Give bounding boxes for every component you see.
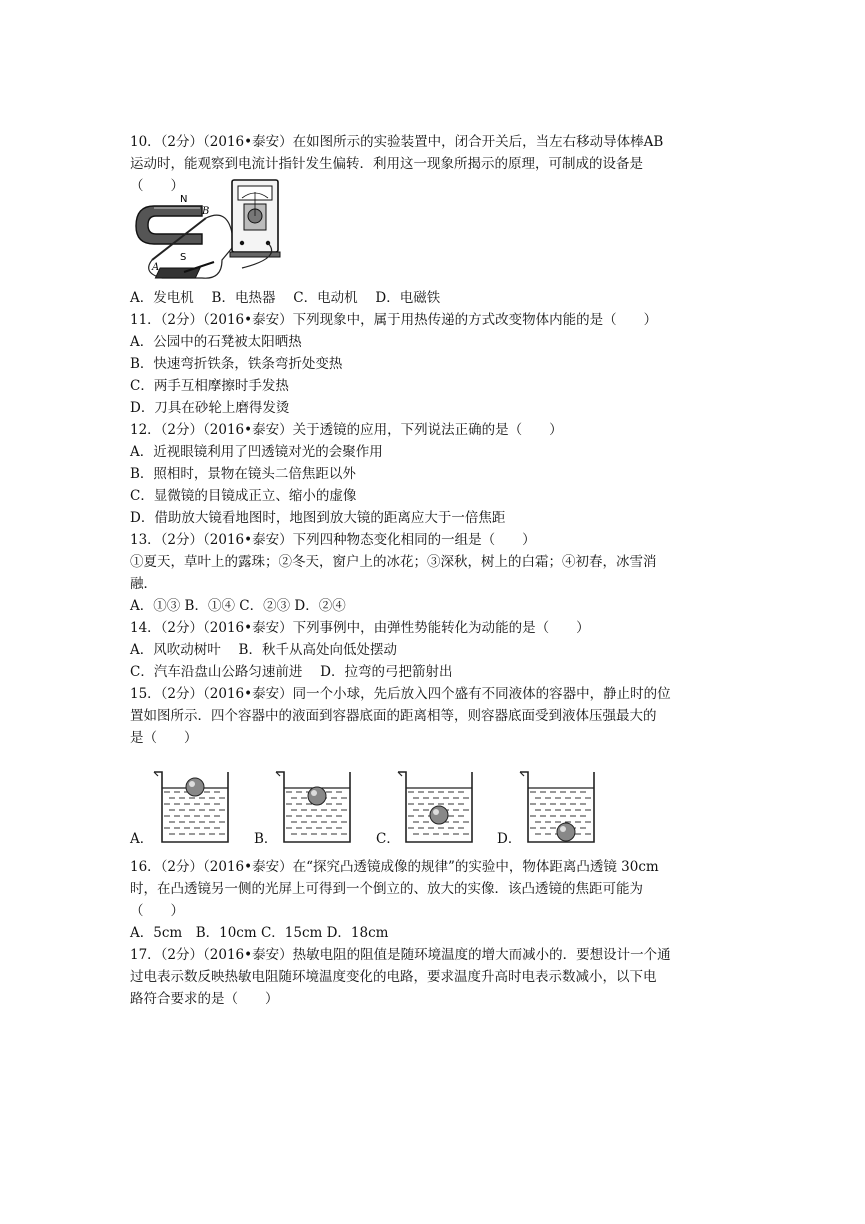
q12-option-a: A．近视眼镜利用了凹透镜对光的会聚作用 bbox=[130, 444, 383, 460]
q10-stem-line-2: 运动时，能观察到电流计指针发生偏转．利用这一现象所揭示的原理，可制成的设备是 bbox=[130, 156, 643, 172]
q14-options-line-1: A．风吹动树叶 B．秋千从高处向低处摆动 bbox=[130, 642, 397, 658]
conductor-a-label: A bbox=[152, 262, 160, 273]
q17-stem-line-1: 17．（2分）（2016•泰安）热敏电阻的阻值是随环境温度的增大而减小的．要想设计一个通 bbox=[130, 947, 671, 963]
q16-stem-line-3: （ ） bbox=[130, 903, 184, 919]
q13-stem: 13．（2分）（2016•泰安）下列四种物态变化相同的一组是（ ） bbox=[130, 532, 536, 548]
magnet-n-label: N bbox=[180, 194, 188, 205]
q10-stem-line-1: 10．（2分）（2016•泰安）在如图所示的实验装置中，闭合开关后，当左右移动导体棒AB bbox=[130, 134, 664, 150]
q15-option-a-label: A． bbox=[130, 831, 154, 847]
q10-figure-apparatus bbox=[132, 178, 292, 290]
q11-option-c: C．两手互相摩擦时手发热 bbox=[130, 378, 289, 394]
q10-options: A．发电机 B．电热器 C．电动机 D．电磁铁 bbox=[130, 290, 441, 306]
q16-stem-line-1: 16．（2分）（2016•泰安）在“探究凸透镜成像的规律”的实验中，物体距离凸透镜 30cm bbox=[130, 859, 659, 875]
q15-stem-line-2: 置如图所示．四个容器中的液面到容器底面的距离相等，则容器底面受到液体压强最大的 bbox=[130, 708, 657, 724]
q15-stem-line-1: 15．（2分）（2016•泰安）同一个小球，先后放入四个盛有不同液体的容器中，静止时的位 bbox=[130, 686, 671, 702]
q11-option-d: D．刀具在砂轮上磨得发烫 bbox=[130, 400, 290, 416]
q14-stem: 14．（2分）（2016•泰安）下列事例中，由弹性势能转化为动能的是（ ） bbox=[130, 620, 590, 636]
q15-stem-line-3: 是（ ） bbox=[130, 730, 198, 746]
ball-b bbox=[308, 787, 326, 805]
q15-beaker-c bbox=[394, 768, 484, 846]
q12-option-b: B．照相时，景物在镜头二倍焦距以外 bbox=[130, 466, 356, 482]
q12-stem: 12．（2分）（2016•泰安）关于透镜的应用，下列说法正确的是（ ） bbox=[130, 422, 563, 438]
q11-option-a: A．公园中的石凳被太阳晒热 bbox=[130, 334, 302, 350]
ball-d bbox=[557, 823, 575, 841]
q12-option-d: D．借助放大镜看地图时，地图到放大镜的距离应大于一倍焦距 bbox=[130, 510, 506, 526]
q16-stem-line-2: 时，在凸透镜另一侧的光屏上可得到一个倒立的、放大的实像．该凸透镜的焦距可能为 bbox=[130, 881, 643, 897]
q16-options: A．5cm B．10cm C．15cm D．18cm bbox=[130, 925, 389, 941]
conductor-b-label: B bbox=[202, 206, 210, 217]
q14-options-line-2: C．汽车沿盘山公路匀速前进 D．拉弯的弓把箭射出 bbox=[130, 664, 453, 680]
q17-stem-line-3: 路符合要求的是（ ） bbox=[130, 991, 279, 1007]
horseshoe-magnet-shape bbox=[136, 206, 202, 244]
q15-beaker-b bbox=[272, 768, 362, 846]
q12-option-c: C．显微镜的目镜成正立、缩小的虚像 bbox=[130, 488, 357, 504]
q15-option-b-label: B． bbox=[254, 831, 278, 847]
q11-option-b: B．快速弯折铁条，铁条弯折处变热 bbox=[130, 356, 343, 372]
q15-beaker-d bbox=[516, 768, 606, 846]
q15-option-c-label: C． bbox=[376, 831, 400, 847]
q10-stem-line-3: （ ） bbox=[130, 178, 184, 194]
q15-beaker-a bbox=[150, 768, 240, 846]
magnet-s-label: S bbox=[180, 252, 187, 263]
q17-stem-line-2: 过电表示数反映热敏电阻随环境温度变化的电路，要求温度升高时电表示数减小，以下电 bbox=[130, 969, 657, 985]
ball-a bbox=[186, 778, 204, 796]
ball-c bbox=[430, 806, 448, 824]
q15-option-d-label: D． bbox=[497, 831, 522, 847]
q11-stem: 11．（2分）（2016•泰安）下列现象中，属于用热传递的方式改变物体内能的是（ ） bbox=[130, 312, 658, 328]
q13-items-line-2: 融． bbox=[130, 576, 157, 592]
q13-options: A．①③ B．①④ C．②③ D．②④ bbox=[130, 598, 346, 614]
q13-items-line-1: ①夏天，草叶上的露珠；②冬天，窗户上的冰花；③深秋，树上的白霜；④初春，冰雪消 bbox=[130, 554, 657, 570]
